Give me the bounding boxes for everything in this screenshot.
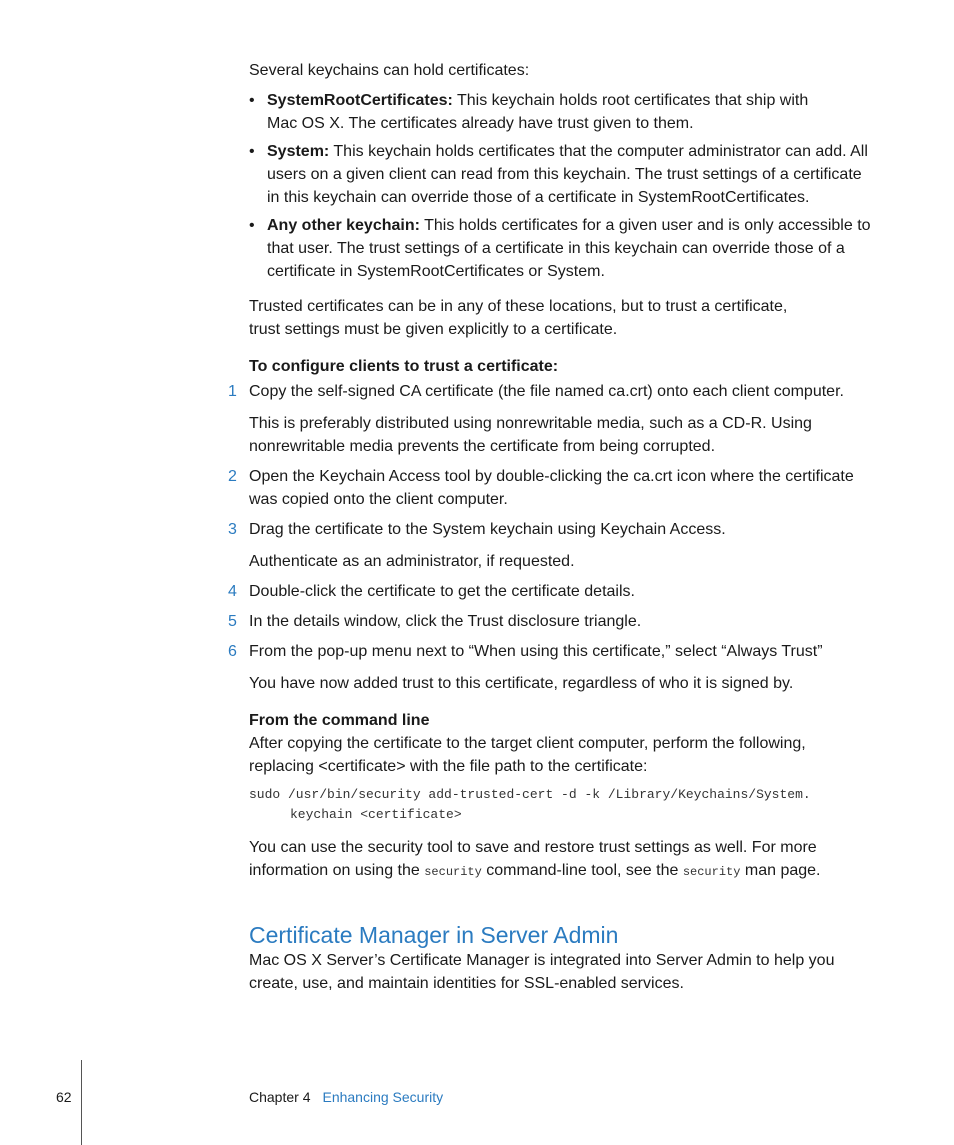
- list-item: [267, 214, 907, 283]
- chapter-label: Chapter 4: [249, 1089, 311, 1105]
- keychain-label: System:: [267, 143, 330, 160]
- keychain-desc: users on a given client can read from this keychain. The trust settings of a certificate: [267, 166, 862, 183]
- section-paragraph: [249, 949, 834, 995]
- step-text: [249, 465, 854, 511]
- trusted-paragraph: [249, 295, 787, 341]
- step-text: Copy the self-signed CA certificate (the file named ca.crt) onto each client computer.: [249, 383, 844, 400]
- step-text: From the pop-up menu next to “When using this certificate,” select “Always Trust”: [249, 643, 823, 660]
- keychain-desc: Mac OS X. The certificates already have trust given to them.: [267, 115, 694, 132]
- para-text: man page.: [740, 862, 821, 879]
- keychain-desc: This holds certificates for a given user and is only accessible to: [419, 217, 871, 234]
- para-line: trust settings must be given explicitly to a certificate.: [249, 321, 618, 338]
- code-line: keychain <certificate>: [290, 807, 462, 822]
- para-line: Trusted certificates can be in any of these locations, but to trust a certificate,: [249, 298, 788, 315]
- step-text: In the details window, click the Trust disclosure triangle.: [249, 613, 642, 630]
- keychain-desc: This keychain holds certificates that the computer administrator can add. All: [329, 143, 868, 160]
- keychain-label: Any other keychain:: [267, 217, 420, 234]
- keychain-desc: This keychain holds root certificates that ship with: [452, 92, 809, 109]
- code-line: sudo /usr/bin/security add-trusted-cert -d -k /Library/Keychains/System.: [249, 787, 811, 802]
- procedure-heading: To configure clients to trust a certificate:: [249, 358, 559, 375]
- step-number: 5: [228, 613, 237, 630]
- step-note: [249, 412, 812, 458]
- keychain-desc: that user. The trust settings of a certificate in this keychain can override those of a: [267, 240, 845, 257]
- chapter-title-link[interactable]: Enhancing Security: [322, 1089, 444, 1105]
- step-number: 6: [228, 643, 237, 660]
- bullet-glyph: •: [249, 217, 255, 234]
- bullet-glyph: •: [249, 143, 255, 160]
- para-text: command-line tool, see the: [481, 862, 683, 879]
- para-line: create, use, and maintain identities for SSL-enabled services.: [249, 975, 684, 992]
- section-title: Certificate Manager in Server Admin: [249, 922, 619, 948]
- security-tool-paragraph: [249, 836, 821, 884]
- footer-chapter: [249, 1087, 443, 1107]
- step-note: Authenticate as an administrator, if requested.: [249, 553, 575, 570]
- bullet-glyph: •: [249, 92, 255, 109]
- keychain-desc: in this keychain can override those of a certificate in SystemRootCertificates.: [267, 189, 810, 206]
- code-block: [249, 785, 811, 825]
- para-line: Mac OS X Server’s Certificate Manager is integrated into Server Admin to help you: [249, 952, 835, 969]
- list-item: [267, 89, 887, 135]
- keychain-desc: certificate in SystemRootCertificates or System.: [267, 263, 605, 280]
- step-number: 2: [228, 468, 237, 485]
- para-line: replacing <certificate> with the file path to the certificate:: [249, 758, 648, 775]
- step-line: Open the Keychain Access tool by double-clicking the ca.crt icon where the certificate: [249, 468, 854, 485]
- para-text: information on using the: [249, 862, 425, 879]
- note-line: This is preferably distributed using nonrewritable media, such as a CD-R. Using: [249, 415, 812, 432]
- list-item: [267, 140, 907, 209]
- inline-code: security: [424, 865, 482, 879]
- cmdline-heading: From the command line: [249, 712, 430, 729]
- intro-text: Several keychains can hold certificates:: [249, 62, 530, 79]
- keychain-label: SystemRootCertificates:: [267, 92, 453, 109]
- step-text: Drag the certificate to the System keychain using Keychain Access.: [249, 521, 726, 538]
- para-line: After copying the certificate to the target client computer, perform the following,: [249, 735, 806, 752]
- footer-divider: [81, 1060, 82, 1145]
- step-text: Double-click the certificate to get the certificate details.: [249, 583, 635, 600]
- cmdline-paragraph: [249, 732, 806, 778]
- step-number: 3: [228, 521, 237, 538]
- inline-code: security: [682, 865, 741, 879]
- step-note: You have now added trust to this certificate, regardless of who it is signed by.: [249, 675, 794, 692]
- step-line: was copied onto the client computer.: [249, 491, 508, 508]
- para-line: You can use the security tool to save and restore trust settings as well. For more: [249, 839, 817, 856]
- page-number: 62: [56, 1089, 72, 1105]
- step-number: 4: [228, 583, 237, 600]
- step-number: 1: [228, 383, 237, 400]
- note-line: nonrewritable media prevents the certificate from being corrupted.: [249, 438, 716, 455]
